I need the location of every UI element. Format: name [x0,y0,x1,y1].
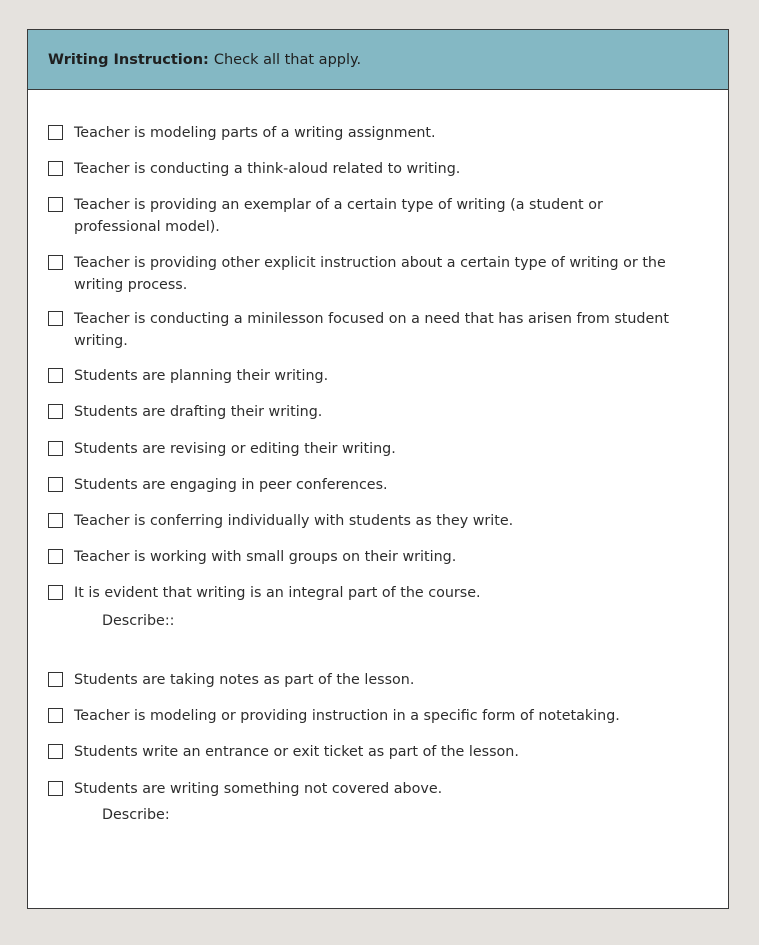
checklist-item-label: Teacher is working with small groups on their writing. [74,549,457,565]
checklist-item-label: Teacher is providing other explicit instruction about a certain type of writing or the writing process. [74,255,666,293]
checklist-item-label: Teacher is conferring individually with students as they write. [74,513,514,529]
checkbox[interactable] [48,441,63,456]
checklist-item-label: Students write an entrance or exit ticket as part of the lesson. [74,744,519,760]
describe-label: Describe:: [102,613,175,629]
checkbox[interactable] [48,477,63,492]
checkbox[interactable] [48,549,63,564]
checkbox[interactable] [48,585,63,600]
checklist-item-label: It is evident that writing is an integral part of the course. [74,585,481,601]
describe-label: Describe: [102,807,170,823]
checkbox[interactable] [48,781,63,796]
checkbox[interactable] [48,513,63,528]
checkbox[interactable] [48,125,63,140]
checkbox[interactable] [48,672,63,687]
checkbox[interactable] [48,708,63,723]
checklist-item-label: Students are engaging in peer conferences. [74,477,388,493]
checkbox[interactable] [48,161,63,176]
checklist-item-label: Students are revising or editing their writing. [74,441,396,457]
section-instruction: Check all that apply. [213,51,362,68]
checkbox[interactable] [48,255,63,270]
checkbox[interactable] [48,404,63,419]
checklist-item-label: Students are taking notes as part of the lesson. [74,672,415,688]
checklist-item-label: Students are drafting their writing. [74,404,323,420]
checklist-item-label: Teacher is conducting a think-aloud related to writing. [74,161,461,177]
checkbox[interactable] [48,311,63,326]
checklist-item-label: Teacher is modeling parts of a writing assignment. [74,125,436,141]
checklist-item-label: Students are planning their writing. [74,368,329,384]
checklist-item-label: Teacher is providing an exemplar of a certain type of writing (a student or professional model). [74,197,603,235]
checkbox[interactable] [48,744,63,759]
checklist-item-label: Teacher is conducting a minilesson focused on a need that has arisen from student writing. [74,311,669,349]
checkbox[interactable] [48,368,63,383]
checklist-item-label: Teacher is modeling or providing instruction in a specific form of notetaking. [74,708,620,724]
checklist-item-label: Students are writing something not covered above. [74,781,443,797]
section-title: Writing Instruction: [48,51,209,68]
checkbox[interactable] [48,197,63,212]
section-header [28,30,728,90]
